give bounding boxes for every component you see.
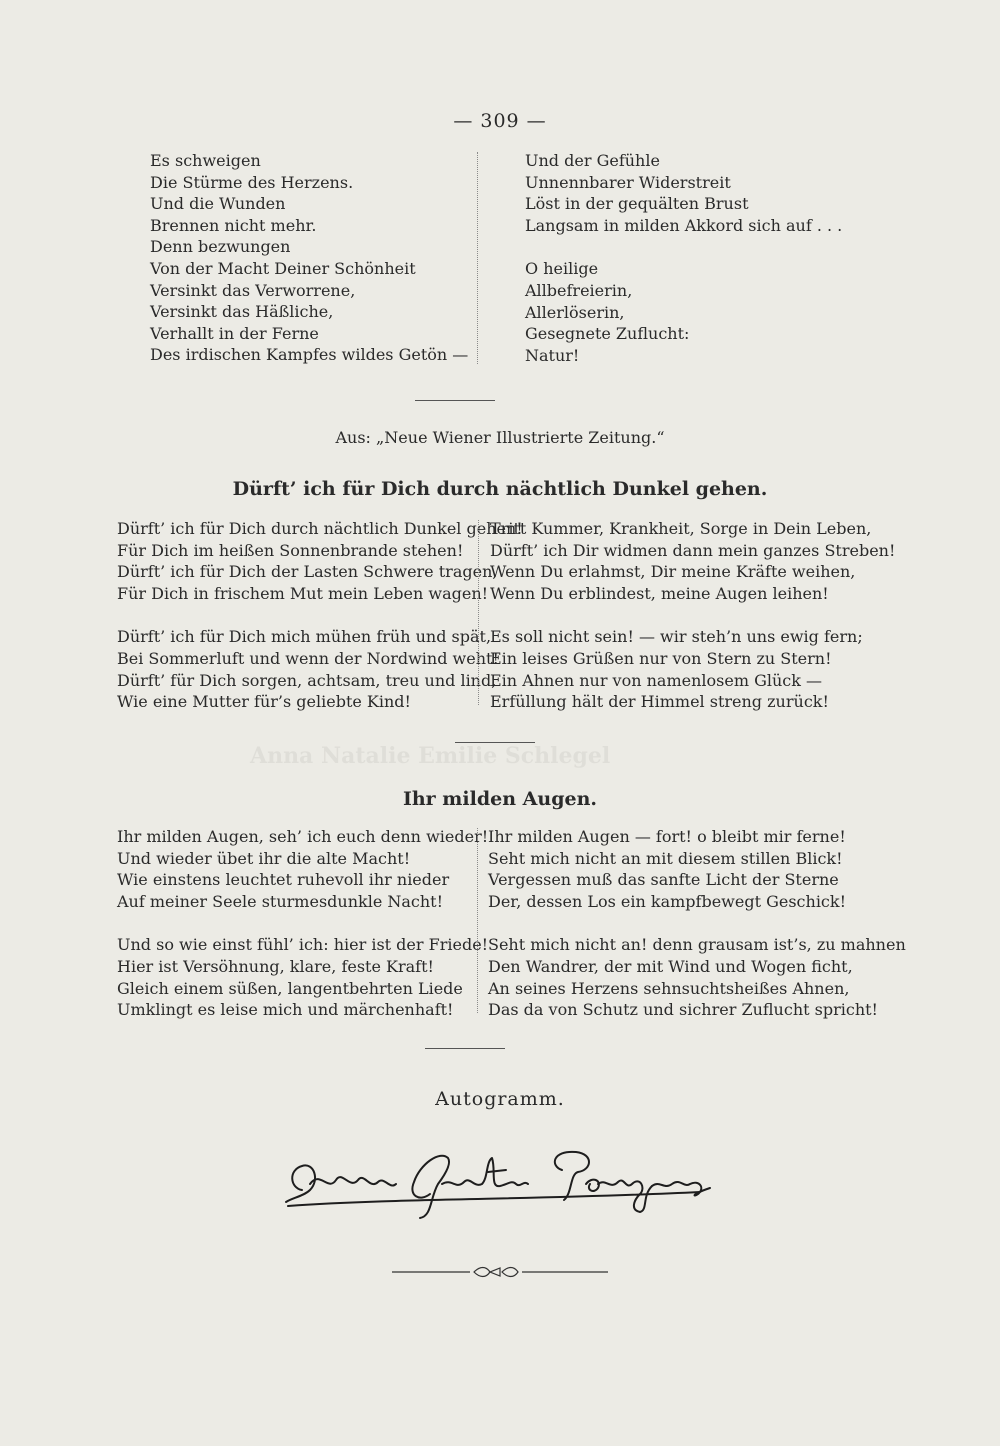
poem-line: Es soll nicht sein! — wir steh’n uns ewig fern; [490,627,863,647]
poem-line: An seines Herzens sehnsuchtsheißes Ahnen, [488,978,850,998]
poem-line: Dürft’ für Dich sorgen, achtsam, treu und lind, [117,670,497,690]
poem-line: Für Dich in frischem Mut mein Leben wagen! [117,583,489,603]
poem-line: Den Wandrer, der mit Wind und Wogen ficht, [488,956,853,976]
poem-line: Der, dessen Los ein kampfbewegt Geschick! [488,891,847,911]
source-line: Aus: „Neue Wiener Illustrierte Zeitung.“ [335,428,665,447]
autograph-heading: Autogramm. [435,1088,565,1110]
poem1-right-column [525,150,842,366]
section-rule [415,400,495,401]
poem3-right-column [488,826,906,1021]
poem-line: Von der Macht Deiner Schönheit [150,258,416,278]
bleed-through: Anna Natalie Emilie Schlegel [250,743,611,769]
poem2-right-column [490,518,895,713]
poem-line: Ein Ahnen nur von namenlosem Glück — [490,670,823,690]
poem-line: Löst in der gequälten Brust [525,194,749,214]
poem1-left-column [150,150,468,366]
poem-line: Dürft’ ich für Dich der Lasten Schwere tragen, [117,562,498,582]
poem-line: Allerlöserin, [525,302,625,322]
poem-line: Hier ist Versöhnung, klare, feste Kraft! [117,956,434,976]
poem-line: Und so wie einst fühl’ ich: hier ist der Friede! [117,935,489,955]
poem-line: Gesegnete Zuflucht: [525,324,690,344]
poem-line: Für Dich im heißen Sonnenbrande stehen! [117,540,464,560]
poem-line: O heilige [525,259,599,279]
poem-line: Tritt Kummer, Krankheit, Sorge in Dein Leben, [490,519,872,538]
stanza-gap [117,604,523,626]
poem-line: Auf meiner Seele sturmesdunkle Nacht! [117,891,444,911]
column-divider [478,520,479,705]
column-divider [477,828,478,1013]
poem-line: Ein leises Grüßen nur von Stern zu Stern! [490,648,832,668]
section-rule [455,742,535,743]
poem-line: Versinkt das Häßliche, [150,302,334,322]
poem-line: Natur! [525,345,580,365]
poem-line: Versinkt das Verworrene, [150,280,356,300]
stanza-gap [525,236,842,258]
poem-line: Wie einstens leuchtet ruhevoll ihr nieder [117,870,450,890]
poem-line: Seht mich nicht an! denn grausam ist’s, zu mahnen [488,935,906,955]
stanza-gap [490,604,895,626]
poem-title: Ihr milden Augen. [402,788,598,810]
page-number: — 309 — [453,110,547,132]
poem-line: Seht mich nicht an mit diesem stillen Blick! [488,848,843,868]
poem-line: Dürft’ ich Dir widmen dann mein ganzes Streben! [490,540,896,560]
poem-line: Die Stürme des Herzens. [150,172,354,192]
poem-line: Langsam in milden Akkord sich auf . . . [525,215,843,235]
poem-line: Das da von Schutz und sichrer Zuflucht spricht! [488,1000,878,1020]
column-divider [477,152,478,364]
poem-line: Umklingt es leise mich und märchenhaft! [117,1000,454,1020]
section-rule [425,1048,505,1049]
poem2-left-column [117,518,523,713]
poem-line: Ihr milden Augen, seh’ ich euch denn wieder! [117,827,489,846]
poem-line: Wie eine Mutter für’s geliebte Kind! [117,692,411,712]
poem-line: Allbefreierin, [525,280,633,300]
poem-line: Ihr milden Augen — fort! o bleibt mir ferne! [488,827,846,846]
poem-line: Dürft’ ich für Dich durch nächtlich Dunkel gehen! [117,519,523,538]
poem-line: Es schweigen [150,151,261,170]
poem-line: Wenn Du erblindest, meine Augen leihen! [490,583,829,603]
poem-line: Vergessen muß das sanfte Licht der Sterne [488,870,839,890]
poem-line: Denn bezwungen [150,237,291,257]
poem-line: Und die Wunden [150,194,286,214]
poem-line: Bei Sommerluft und wenn der Nordwind weht! [117,648,499,668]
poem-line: Und wieder übet ihr die alte Macht! [117,848,411,868]
flourish-ornament [390,1262,610,1282]
stanza-gap [488,912,906,934]
poem-line: Dürft’ ich für Dich mich mühen früh und spät, [117,627,492,647]
poem-line: Erfüllung hält der Himmel streng zurück! [490,692,829,712]
poem-line: Unnennbarer Widerstreit [525,172,731,192]
poem-line: Gleich einem süßen, langentbehrten Liede [117,978,463,998]
poem-line: Des irdischen Kampfes wildes Getön — [150,345,469,365]
poem-line: Brennen nicht mehr. [150,215,317,235]
stanza-gap [117,912,488,934]
signature-image [280,1140,720,1220]
poem-line: Wenn Du erlahmst, Dir meine Kräfte weihen, [490,562,856,582]
poem-title: Dürft’ ich für Dich durch nächtlich Dunkel gehen. [232,478,768,500]
poem3-left-column [117,826,488,1021]
poem-line: Und der Gefühle [525,151,660,170]
poem-line: Verhallt in der Ferne [150,323,319,343]
